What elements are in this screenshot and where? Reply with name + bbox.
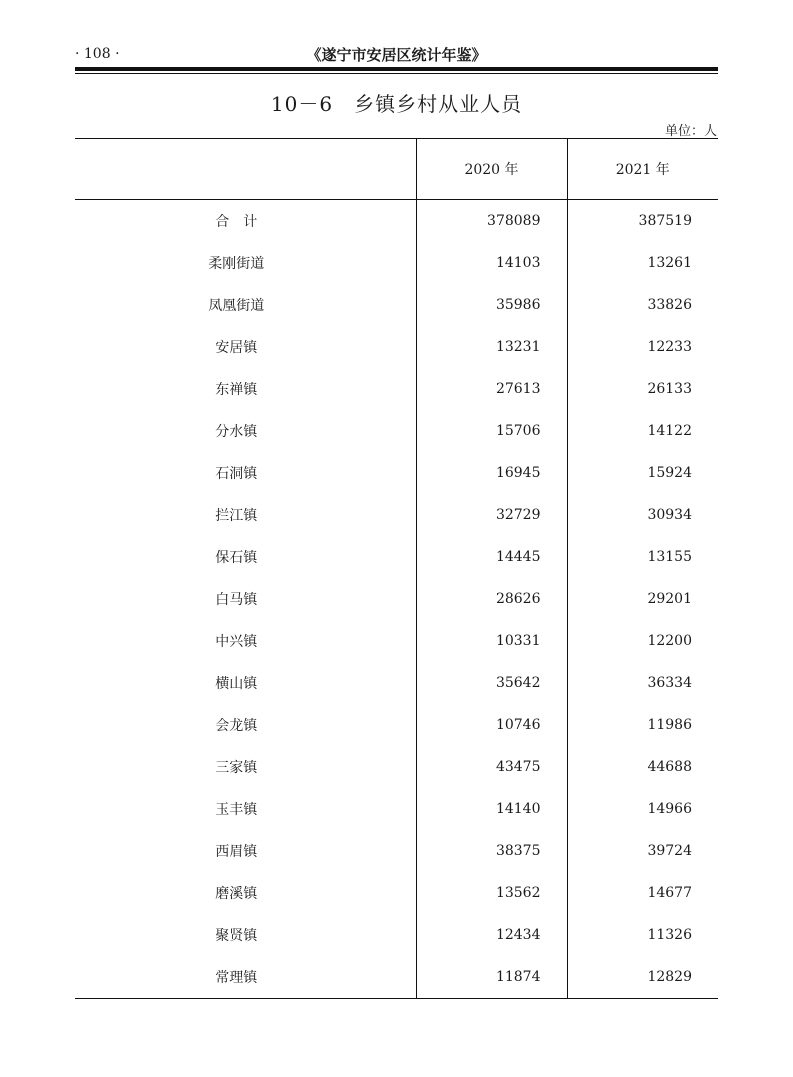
value-2020-cell: 32729 <box>416 494 567 536</box>
value-2020-cell: 16945 <box>416 452 567 494</box>
value-2021-cell: 29201 <box>567 578 718 620</box>
table-row <box>75 662 718 704</box>
row-name-cell: 聚贤镇 <box>215 928 258 944</box>
row-name-cell: 合 计 <box>215 214 258 230</box>
row-name-cell: 柔刚街道 <box>208 256 265 272</box>
value-2020-cell: 14445 <box>416 536 567 578</box>
value-2020-cell: 378089 <box>416 200 567 243</box>
value-2020-cell: 10746 <box>416 704 567 746</box>
value-2021-cell: 44688 <box>567 746 718 788</box>
table-row <box>75 284 718 326</box>
value-2020-cell: 14140 <box>416 788 567 830</box>
table-row <box>75 494 718 536</box>
row-name-cell: 会龙镇 <box>215 718 258 734</box>
value-2021-cell: 11986 <box>567 704 718 746</box>
value-2021-cell: 33826 <box>567 284 718 326</box>
value-2021-cell: 13261 <box>567 242 718 284</box>
table-body <box>75 200 718 999</box>
value-2020-cell: 15706 <box>416 410 567 452</box>
value-2021-cell: 36334 <box>567 662 718 704</box>
table-row <box>75 746 718 788</box>
table-row <box>75 872 718 914</box>
value-2021-cell: 12829 <box>567 956 718 999</box>
row-name-cell: 保石镇 <box>215 550 258 566</box>
value-2021-cell: 11326 <box>567 914 718 956</box>
table-row <box>75 956 718 999</box>
value-2020-cell: 27613 <box>416 368 567 410</box>
value-2020-cell: 35986 <box>416 284 567 326</box>
row-name-cell: 常理镇 <box>75 956 416 999</box>
row-name-cell: 拦江镇 <box>215 508 258 524</box>
row-name-cell: 东禅镇 <box>215 382 258 398</box>
column-header-2021: 2021 年 <box>567 139 718 200</box>
table-row <box>75 326 718 368</box>
value-2021-cell: 12200 <box>567 620 718 662</box>
value-2021-cell: 30934 <box>567 494 718 536</box>
value-2020-cell: 10331 <box>416 620 567 662</box>
value-2020-cell: 38375 <box>416 830 567 872</box>
row-name-cell: 横山镇 <box>215 676 258 692</box>
value-2021-cell: 14966 <box>567 788 718 830</box>
table-row <box>75 578 718 620</box>
value-2021-cell: 387519 <box>567 200 718 243</box>
table-row <box>75 788 718 830</box>
statistics-table <box>75 138 718 999</box>
row-name-cell: 中兴镇 <box>215 634 258 650</box>
table-title: 10－6 乡镇乡村从业人员 <box>270 92 523 116</box>
table-header-row <box>75 139 718 200</box>
row-name-cell: 西眉镇 <box>215 844 258 860</box>
row-name-cell: 玉丰镇 <box>215 802 258 818</box>
value-2020-cell: 13562 <box>416 872 567 914</box>
table-row <box>75 368 718 410</box>
value-2021-cell: 12233 <box>567 326 718 368</box>
value-2020-cell: 43475 <box>416 746 567 788</box>
table-row <box>75 536 718 578</box>
table-row <box>75 242 718 284</box>
value-2021-cell: 14677 <box>567 872 718 914</box>
value-2020-cell: 11874 <box>416 956 567 999</box>
row-name-cell: 石洞镇 <box>215 466 258 482</box>
unit-label: 单位：人 <box>664 124 717 139</box>
value-2021-cell: 15924 <box>567 452 718 494</box>
table-row <box>75 410 718 452</box>
value-2021-cell: 39724 <box>567 830 718 872</box>
value-2021-cell: 14122 <box>567 410 718 452</box>
book-title: 《遂宁市安居区统计年鉴》 <box>306 46 487 64</box>
page-number: · 108 · <box>75 46 120 62</box>
value-2020-cell: 28626 <box>416 578 567 620</box>
value-2020-cell: 12434 <box>416 914 567 956</box>
table-row-total <box>75 200 718 243</box>
header-blank-cell <box>75 139 416 200</box>
value-2020-cell: 13231 <box>416 326 567 368</box>
table-row <box>75 914 718 956</box>
row-name-cell: 白马镇 <box>215 592 258 608</box>
value-2020-cell: 35642 <box>416 662 567 704</box>
running-head <box>75 44 718 68</box>
column-header-2020: 2020 年 <box>416 139 567 200</box>
header-rule-thin <box>75 73 718 74</box>
row-name-cell: 安居镇 <box>215 340 258 356</box>
header-rule-thick <box>75 67 718 71</box>
row-name-cell: 分水镇 <box>215 424 258 440</box>
value-2021-cell: 13155 <box>567 536 718 578</box>
row-name-cell: 凤凰街道 <box>208 298 265 314</box>
row-name-cell: 三家镇 <box>215 760 258 776</box>
table-row <box>75 704 718 746</box>
table-row <box>75 830 718 872</box>
table-row <box>75 452 718 494</box>
value-2020-cell: 14103 <box>416 242 567 284</box>
table-row <box>75 620 718 662</box>
value-2021-cell: 26133 <box>567 368 718 410</box>
row-name-cell: 磨溪镇 <box>215 886 258 902</box>
statistics-table-container <box>75 138 718 999</box>
